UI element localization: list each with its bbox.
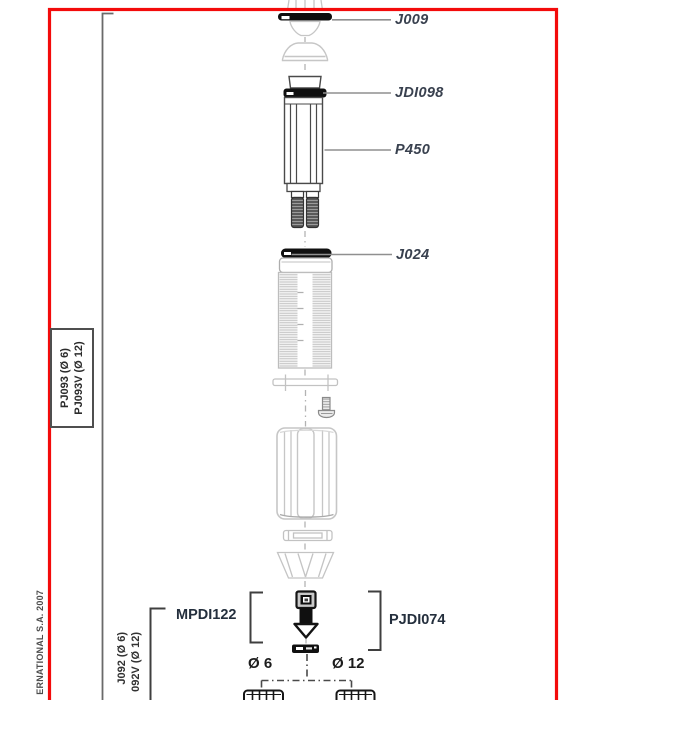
seal-j009-drawing bbox=[278, 13, 332, 36]
callout-jdi098: JDI098 bbox=[395, 85, 444, 101]
side-box-line2: PJ093V (Ø 12) bbox=[73, 341, 85, 415]
side-box-line1: PJ093 (Ø 6) bbox=[59, 348, 71, 408]
piston-assembly-drawing bbox=[284, 77, 327, 228]
filter-j024-drawing bbox=[279, 249, 333, 369]
pump-body-drawing bbox=[277, 428, 337, 519]
diameter-label-6: Ø 6 bbox=[248, 655, 273, 672]
hose-fitting-12-drawing bbox=[337, 691, 375, 701]
clip-bar-drawing bbox=[284, 531, 333, 541]
bottom-left-line1: J092 (Ø 6) bbox=[116, 632, 128, 685]
left-group-bracket bbox=[103, 14, 114, 701]
callout-p450: P450 bbox=[395, 142, 431, 158]
top-plate-drawing bbox=[273, 375, 338, 392]
suction-cone-drawing bbox=[283, 43, 328, 61]
mpdi122-bracket bbox=[251, 593, 264, 643]
screw-drawing bbox=[319, 398, 335, 418]
kit-label-pjdi074: PJDI074 bbox=[389, 612, 446, 628]
weight-piece-drawing bbox=[292, 645, 319, 654]
valve-cone-drawing bbox=[278, 553, 334, 579]
side-reference-box bbox=[50, 328, 94, 428]
callout-j024: J024 bbox=[396, 247, 430, 263]
bottom-left-bracket bbox=[151, 609, 166, 701]
diameter-label-12: Ø 12 bbox=[332, 655, 365, 672]
pjdi074-bracket bbox=[368, 592, 381, 651]
callout-j009: J009 bbox=[395, 12, 429, 28]
copyright-vertical-text: ERNATIONAL S.A. 2007 bbox=[35, 590, 45, 695]
injection-stem-drawing bbox=[295, 592, 318, 638]
bottom-left-model-labels bbox=[116, 632, 144, 742]
bottom-left-line2: 092V (Ø 12) bbox=[129, 632, 142, 692]
hose-fitting-6-drawing bbox=[244, 691, 283, 701]
kit-label-mpdi122: MPDI122 bbox=[176, 607, 237, 623]
